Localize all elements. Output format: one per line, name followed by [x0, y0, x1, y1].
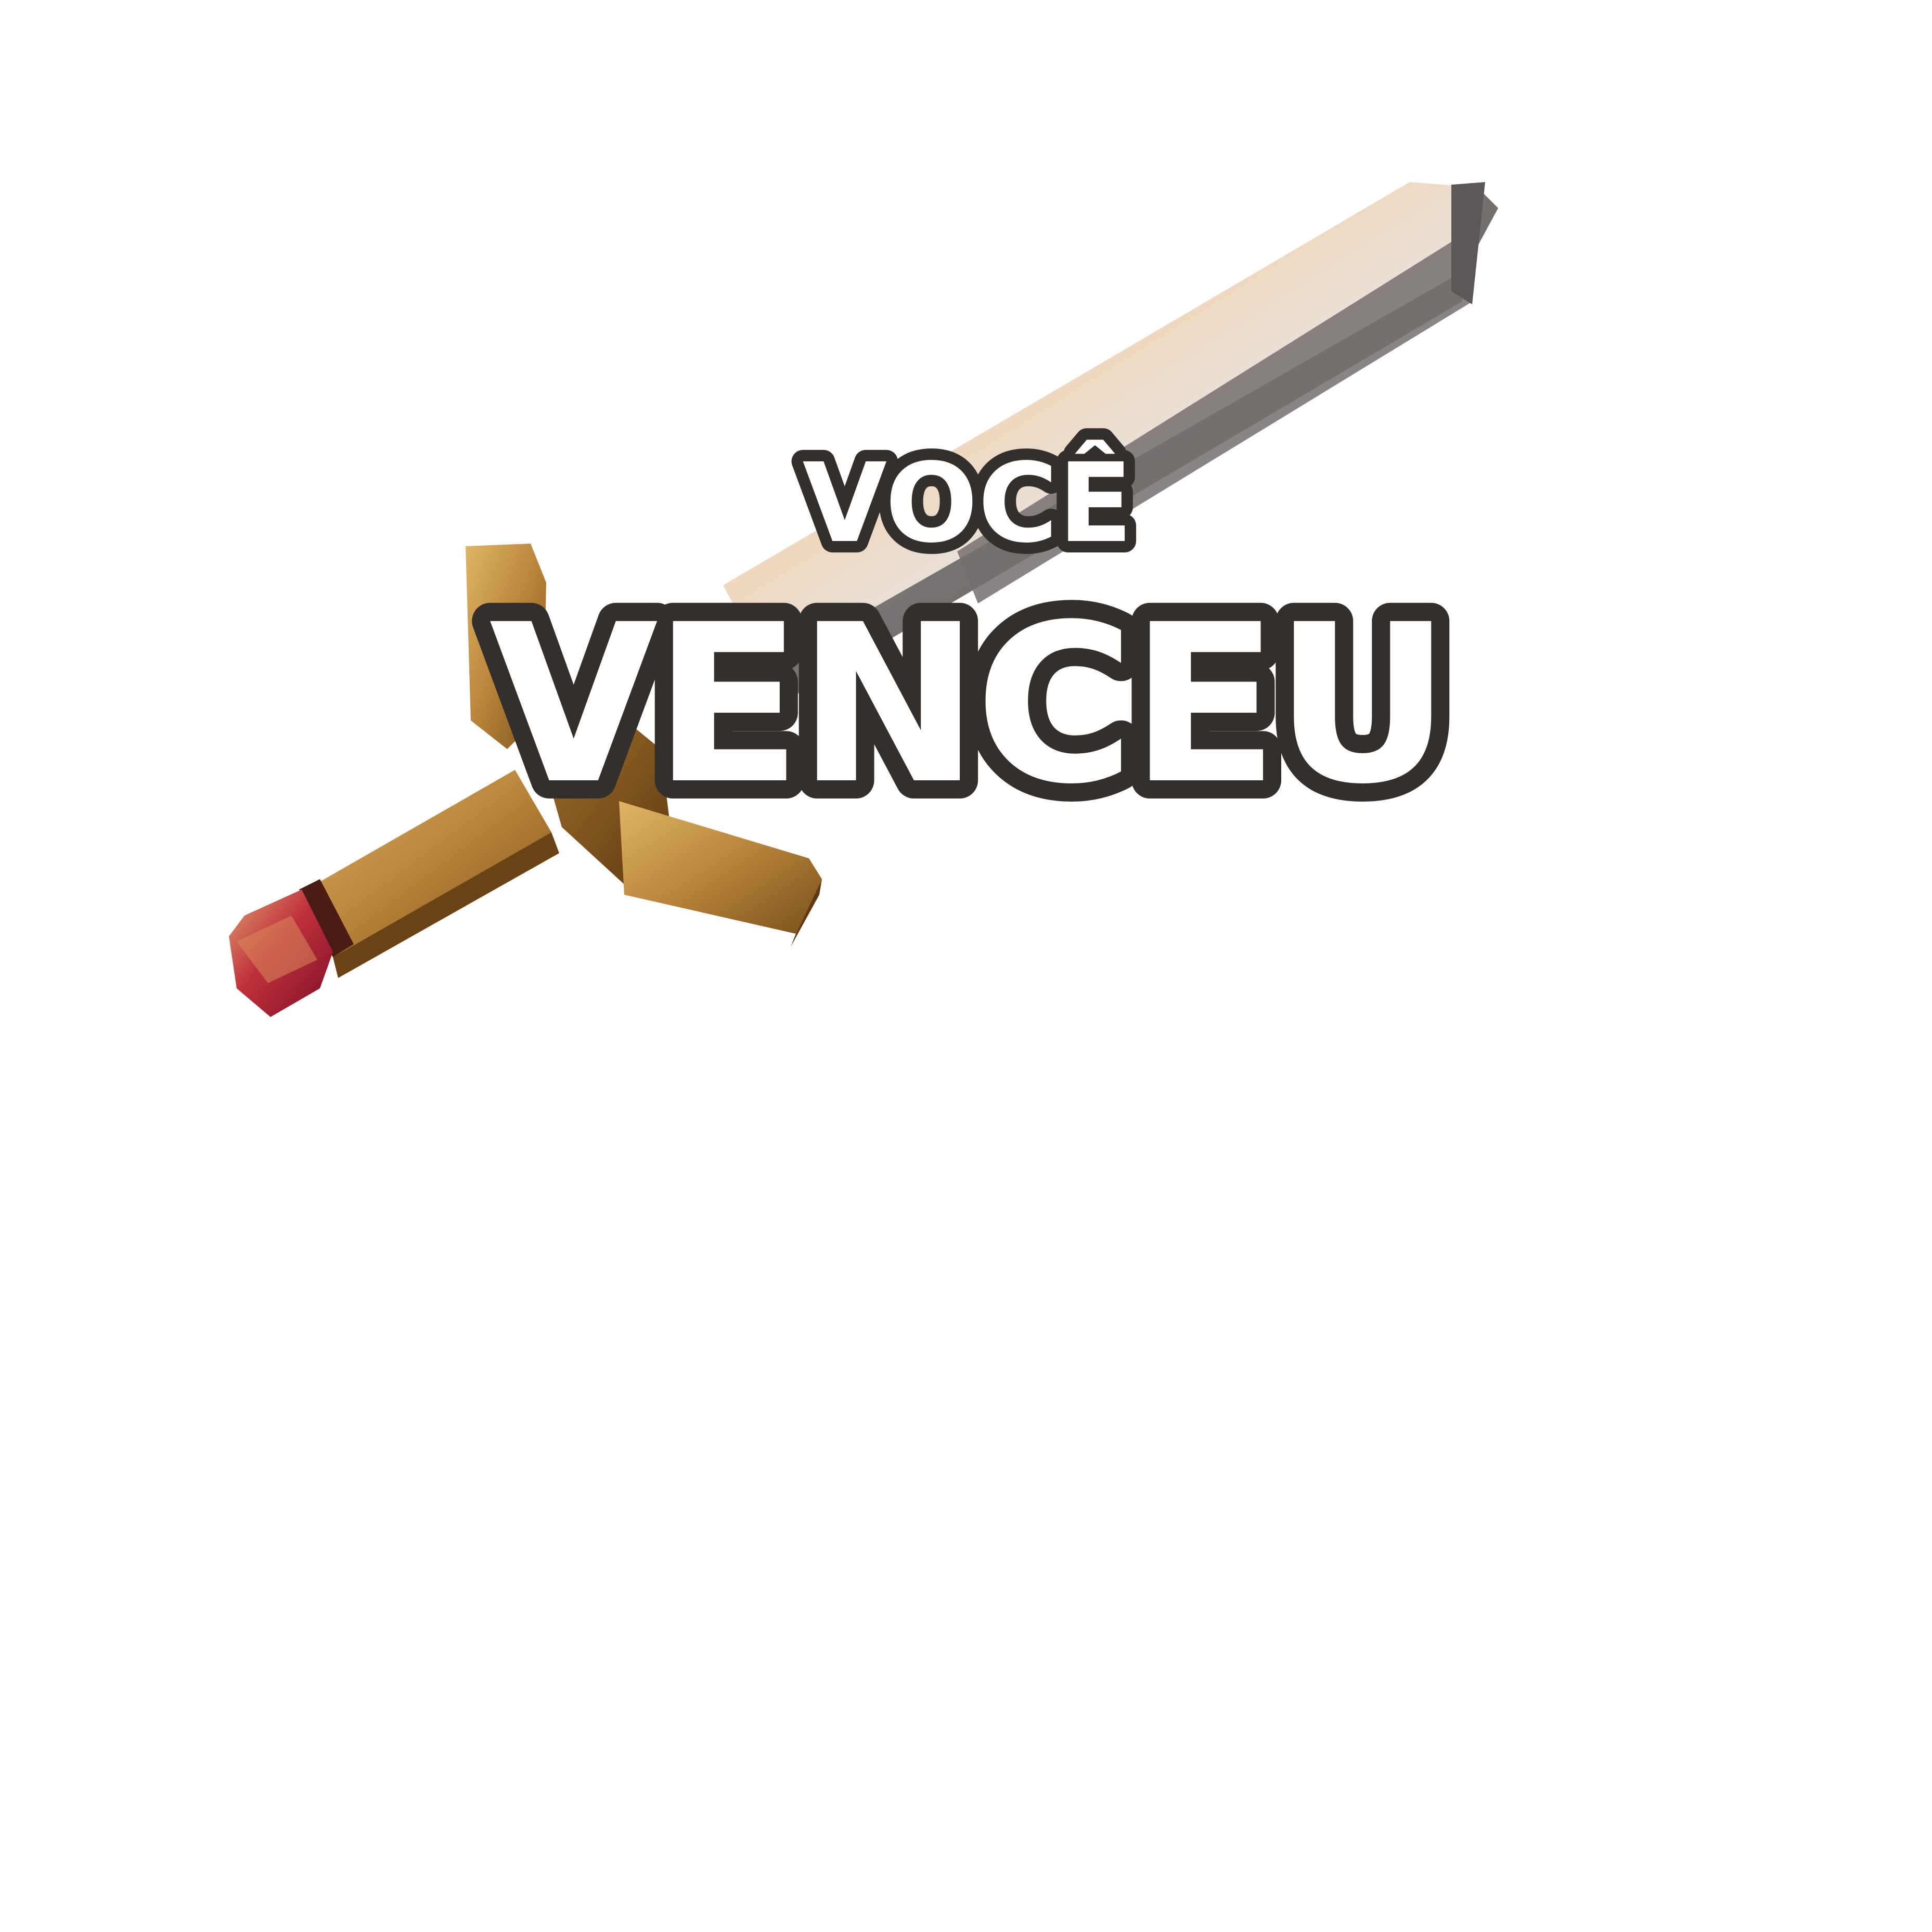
banner-line-2: VENCEU: [489, 578, 1446, 832]
banner-line-1: VOCÊ: [802, 440, 1133, 567]
